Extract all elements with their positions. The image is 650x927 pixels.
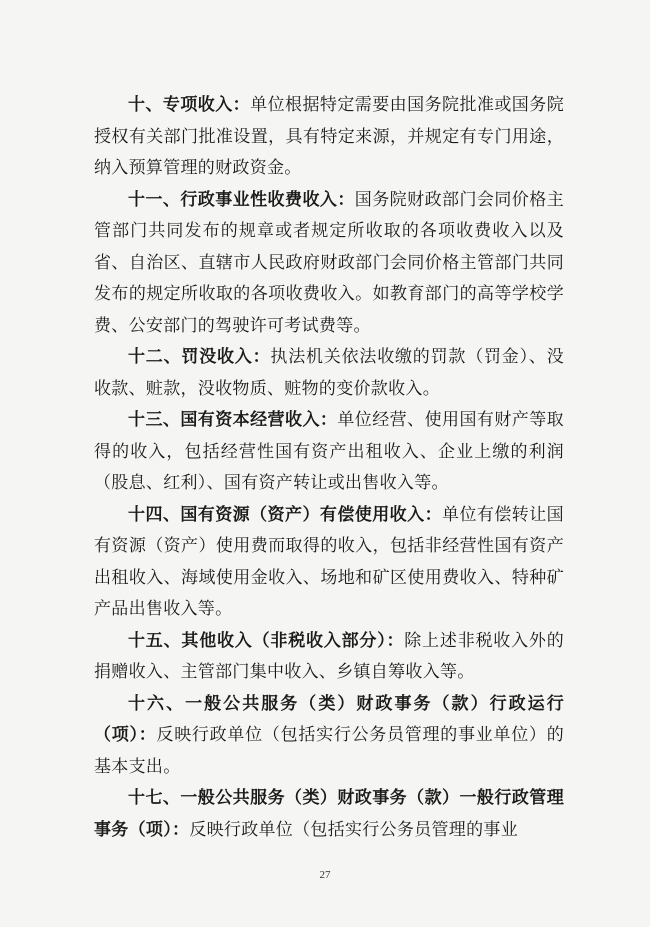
term-heading: 十、专项收入： bbox=[128, 95, 251, 115]
term-definition: 执法机关依法收缴的罚款（罚金）、没收款、赃款，没收物质、赃物的变价款收入。 bbox=[94, 347, 564, 399]
page-number: 27 bbox=[319, 869, 331, 881]
term-definition: 反映行政单位（包括实行公务员管理的事业 bbox=[189, 819, 519, 840]
paragraph-15 bbox=[94, 626, 564, 689]
paragraph-16 bbox=[94, 689, 564, 784]
term-definition: 国务院财政部门会同价格主管部门共同发布的规章或者规定所收取的各项收费收入以及省、自治区、直辖市人民政府财政部门会同价格主管部门共同发布的规定所收取的各项收费收入。如教育部门的高等学校学费、公安部门的驾驶许可考试费等。 bbox=[94, 189, 564, 336]
term-definition: 单位有偿转让国有资源（资产）使用费而取得的收入，包括非经营性国有资产出租收入、海域使用金收入、场地和矿区使用费收入、特种矿产品出售收入等。 bbox=[94, 504, 564, 619]
paragraph-13 bbox=[94, 405, 564, 500]
term-definition: 反映行政单位（包括实行公务员管理的事业单位）的基本支出。 bbox=[94, 725, 564, 777]
paragraph-12 bbox=[94, 342, 564, 405]
paragraph-17 bbox=[94, 783, 564, 846]
term-definition: 单位根据特定需要由国务院批准或国务院授权有关部门批准设置，具有特定来源，并规定有专门用途，纳入预算管理的财政资金。 bbox=[94, 95, 564, 178]
term-heading: 十七、一般公共服务（类）财政事务（款）一般行政管理事务（项）： bbox=[94, 788, 564, 840]
body-text bbox=[94, 90, 564, 846]
term-heading: 十二、罚没收入： bbox=[128, 347, 271, 367]
term-definition: 单位经营、使用国有财产等取得的收入，包括经营性国有资产出租收入、企业上缴的利润（股息、红利）、国有资产转让或出售收入等。 bbox=[94, 410, 564, 493]
term-heading: 十三、国有资本经营收入： bbox=[128, 410, 338, 430]
term-heading: 十四、国有资源（资产）有偿使用收入： bbox=[128, 504, 443, 525]
term-heading: 十一、行政事业性收费收入： bbox=[128, 189, 355, 210]
term-definition: 除上述非税收入外的捐赠收入、主管部门集中收入、乡镇自筹收入等。 bbox=[94, 630, 564, 682]
paragraph-10 bbox=[94, 90, 564, 185]
term-heading: 十六、一般公共服务（类）财政事务（款）行政运行（项）： bbox=[94, 693, 564, 745]
paragraph-11 bbox=[94, 185, 564, 343]
paragraph-14 bbox=[94, 500, 564, 626]
term-heading: 十五、其他收入（非税收入部分）： bbox=[128, 630, 405, 651]
